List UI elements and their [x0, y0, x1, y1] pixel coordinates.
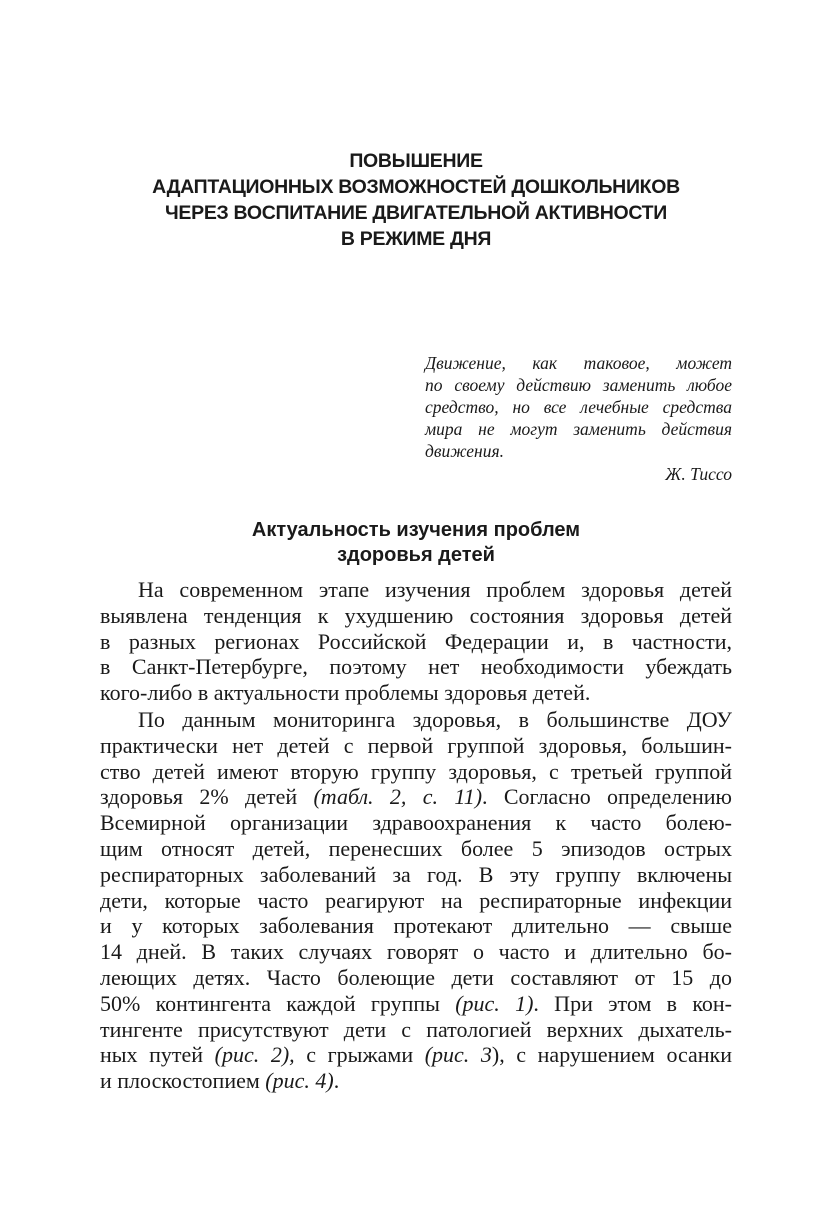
- text-line: тингенте присутствуют дети с патологией верхних дыхатель-: [100, 1016, 732, 1042]
- body-text: [100, 577, 732, 1095]
- text-fragment: здоровья 2% детей: [100, 784, 314, 810]
- text-line: выявлена тенденция к ухудшению состояния здоровья детей: [100, 602, 732, 628]
- epigraph: [425, 352, 732, 485]
- text-fragment: ), с нарушением осанки: [491, 1042, 732, 1068]
- chapter-title-line: ЧЕРЕЗ ВОСПИТАНИЕ ДВИГАТЕЛЬНОЙ АКТИВНОСТИ: [165, 202, 667, 224]
- epigraph-line: Движение, как таковое, может: [425, 353, 732, 373]
- text-line: [100, 1068, 732, 1094]
- text-fragment: .: [333, 1068, 340, 1094]
- table-reference: (табл. 2, с. 11): [313, 784, 483, 810]
- text-fragment: 50% контингента каждой группы: [100, 990, 456, 1016]
- text-fragment: . При этом в кон-: [533, 990, 732, 1016]
- figure-reference: (рис. 1): [455, 990, 534, 1016]
- section-title-line: здоровья детей: [337, 544, 495, 566]
- chapter-title-line: ПОВЫШЕНИЕ: [349, 150, 483, 172]
- epigraph-author: Ж. Тиссо: [665, 464, 732, 484]
- chapter-title: [100, 148, 732, 252]
- text-line: кого-либо в актуальности проблемы здоровья детей.: [100, 680, 591, 706]
- text-line: практически нет детей с первой группой здоровья, большин-: [100, 732, 732, 758]
- text-line: На современном этапе изучения проблем здоровья детей: [138, 577, 732, 602]
- text-line: и у которых заболевания протекают длительно — свыше: [100, 913, 732, 939]
- text-line: [100, 991, 732, 1017]
- figure-reference: (рис. 2),: [214, 1042, 295, 1068]
- text-line: [100, 784, 732, 810]
- text-fragment: и плоскостопием: [100, 1068, 266, 1094]
- chapter-title-line: В РЕЖИМЕ ДНЯ: [340, 228, 492, 250]
- epigraph-line: по своему действию заменить любое: [425, 375, 732, 395]
- text-line: в разных регионах Российской Федерации и, в частности,: [100, 628, 732, 654]
- epigraph-line: мира не могут заменить действия: [425, 419, 732, 439]
- text-line: 14 дней. В таких случаях говорят о часто и длительно бо-: [100, 939, 732, 965]
- text-fragment: с грыжами: [294, 1042, 425, 1068]
- section-title: [100, 518, 732, 568]
- epigraph-line: движения.: [425, 441, 504, 461]
- text-line: щим относят детей, перенесших более 5 эпизодов острых: [100, 835, 732, 861]
- figure-reference: (рис. 4): [265, 1068, 334, 1094]
- chapter-title-line: АДАПТАЦИОННЫХ ВОЗМОЖНОСТЕЙ ДОШКОЛЬНИКОВ: [152, 176, 680, 198]
- text-line: Всемирной организации здравоохранения к часто болею-: [100, 810, 732, 836]
- section-title-line: Актуальность изучения проблем: [251, 519, 581, 541]
- figure-reference: (рис. 3: [424, 1042, 492, 1068]
- text-line: в Санкт-Петербурге, поэтому нет необходимости убеждать: [100, 654, 732, 680]
- text-line: ство детей имеют вторую группу здоровья, с третьей группой: [100, 758, 732, 784]
- text-fragment: ных путей: [100, 1042, 215, 1068]
- text-line: По данным мониторинга здоровья, в большинстве ДОУ: [138, 706, 732, 732]
- paragraph-2: [100, 707, 732, 1094]
- epigraph-line: средство, но все лечебные средства: [425, 397, 732, 417]
- text-fragment: . Согласно определению: [482, 784, 732, 810]
- paragraph-1: [100, 577, 732, 706]
- text-line: [100, 1042, 732, 1068]
- text-line: респираторных заболеваний за год. В эту группу включены: [100, 861, 732, 887]
- text-line: дети, которые часто реагируют на респираторные инфекции: [100, 887, 732, 913]
- text-line: леющих детях. Часто болеющие дети составляют от 15 до: [100, 964, 732, 990]
